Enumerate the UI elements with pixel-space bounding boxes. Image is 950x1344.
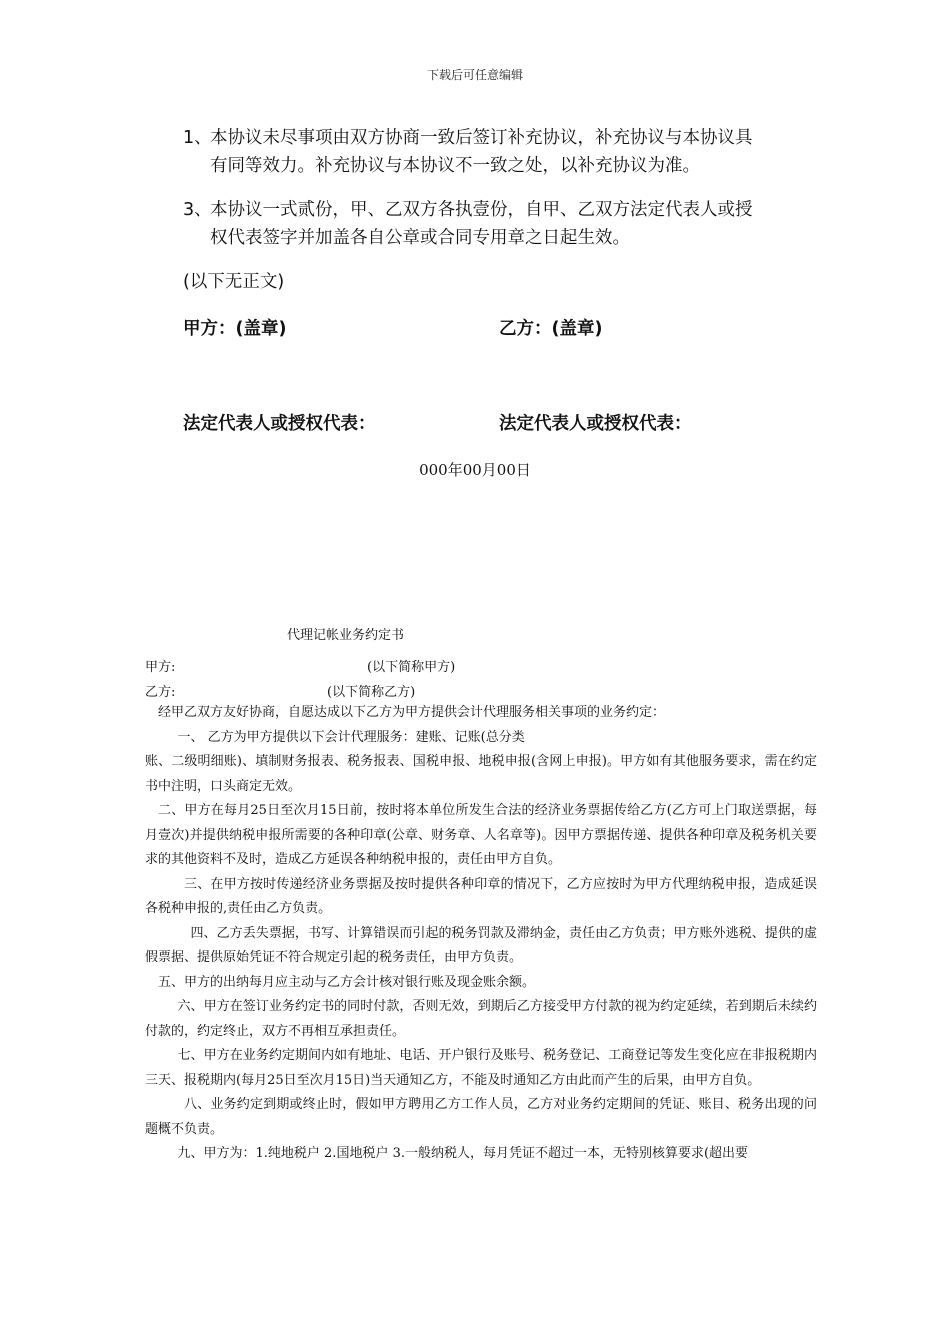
- clause-text-line1: 本协议未尽事项由双方协商一致后签订补充协议，补充协议与本协议具: [210, 128, 753, 148]
- party-a-seal-label: 甲方：(盖章): [183, 319, 287, 339]
- party-b-label: 乙方:: [145, 685, 176, 700]
- agreement-paragraph: 九、甲方为：1.纯地税户 2.国地税户 3.一般纳税人，每月凭证不超过一本，无特别核算要求(超出要: [177, 1146, 749, 1161]
- clause-text-line2: 权代表签字并加盖各自公章或合同专用章之日起生效。: [210, 228, 630, 248]
- agreement-paragraph: 七、甲方在业务约定期间内如有地址、电话、开户银行及账号、税务登记、工商登记等发生变化应在非报税期内三天、报税期内(每月25日至次月15日)当天通知乙方，不能及时通知乙方由此而产生的后果，由甲方自负。: [145, 1048, 817, 1088]
- party-b-abbreviation-note: (以下简称乙方): [327, 685, 416, 700]
- agreement-title: 代理记帐业务约定书: [287, 628, 405, 643]
- clause-1: [183, 124, 823, 180]
- no-more-text-note: (以下无正文): [183, 272, 285, 292]
- agreement-paragraph: 六、甲方在签订业务约定书的同时付款，否则无效，到期后乙方接受甲方付款的视为约定延续，若到期后未续约付款的，约定终止，双方不再相互承担责任。: [145, 999, 817, 1039]
- clause-text-line1: 本协议一式贰份，甲、乙双方各执壹份，自甲、乙双方法定代表人或授: [210, 200, 753, 220]
- page-header-note: 下载后可任意编辑: [426, 68, 523, 82]
- agreement-paragraph: 八、业务约定到期或终止时，假如甲方聘用乙方工作人员，乙方对业务约定期间的凭证、账目、税务出现的问题概不负责。: [145, 1097, 817, 1137]
- party-a-representative-label: 法定代表人或授权代表：: [183, 414, 376, 434]
- signing-date: 000年00月00日: [419, 461, 531, 479]
- party-b-seal-label: 乙方：(盖章): [499, 319, 603, 339]
- party-a-label: 甲方:: [145, 660, 176, 675]
- clause-text-line2: 有同等效力。补充协议与本协议不一致之处，以补充协议为准。: [210, 156, 700, 176]
- agreement-paragraph: 二、甲方在每月25日至次月15日前，按时将本单位所发生合法的经济业务票据传给乙方(乙方可上门取送票据，每月壹次)并提供纳税申报所需要的各种印章(公章、财务章、人名章等)。因甲方票据传递、提供各种印章及税务机关要求的其他资料不及时，造成乙方延误各种纳税申报的，责任由甲方自负。: [145, 803, 817, 867]
- party-b-representative-label: 法定代表人或授权代表：: [499, 414, 692, 434]
- agreement-paragraph: 账、二级明细账)、填制财务报表、税务报表、国税申报、地税申报(含网上申报)。甲方如有其他服务要求，需在约定书中注明，口头商定无效。: [145, 754, 817, 794]
- agreement-paragraph: 经甲乙双方友好协商，自愿达成以下乙方为甲方提供会计代理服务相关事项的业务约定：: [158, 705, 666, 720]
- agreement-body: [145, 701, 817, 1167]
- party-a-abbreviation-note: (以下简称甲方): [367, 660, 456, 675]
- clause-number: 1、: [183, 128, 212, 148]
- agreement-paragraph: 五、甲方的出纳每月应主动与乙方会计核对银行账及现金账余额。: [158, 974, 536, 990]
- agreement-paragraph: 四、乙方丢失票据，书写、计算错误而引起的税务罚款及滞纳金，责任由乙方负责；甲方账外逃税、提供的虚假票据、提供原始凭证不符合规定引起的税务责任，由甲方负责。: [145, 925, 817, 965]
- agreement-paragraph: 一、 乙方为甲方提供以下会计代理服务：建账、记账(总分类: [177, 729, 525, 745]
- clause-3: [183, 196, 823, 252]
- clause-number: 3、: [183, 200, 212, 220]
- agreement-paragraph: 三、在甲方按时传递经济业务票据及按时提供各种印章的情况下，乙方应按时为甲方代理纳税申报，造成延误各税种申报的,责任由乙方负责。: [145, 876, 817, 916]
